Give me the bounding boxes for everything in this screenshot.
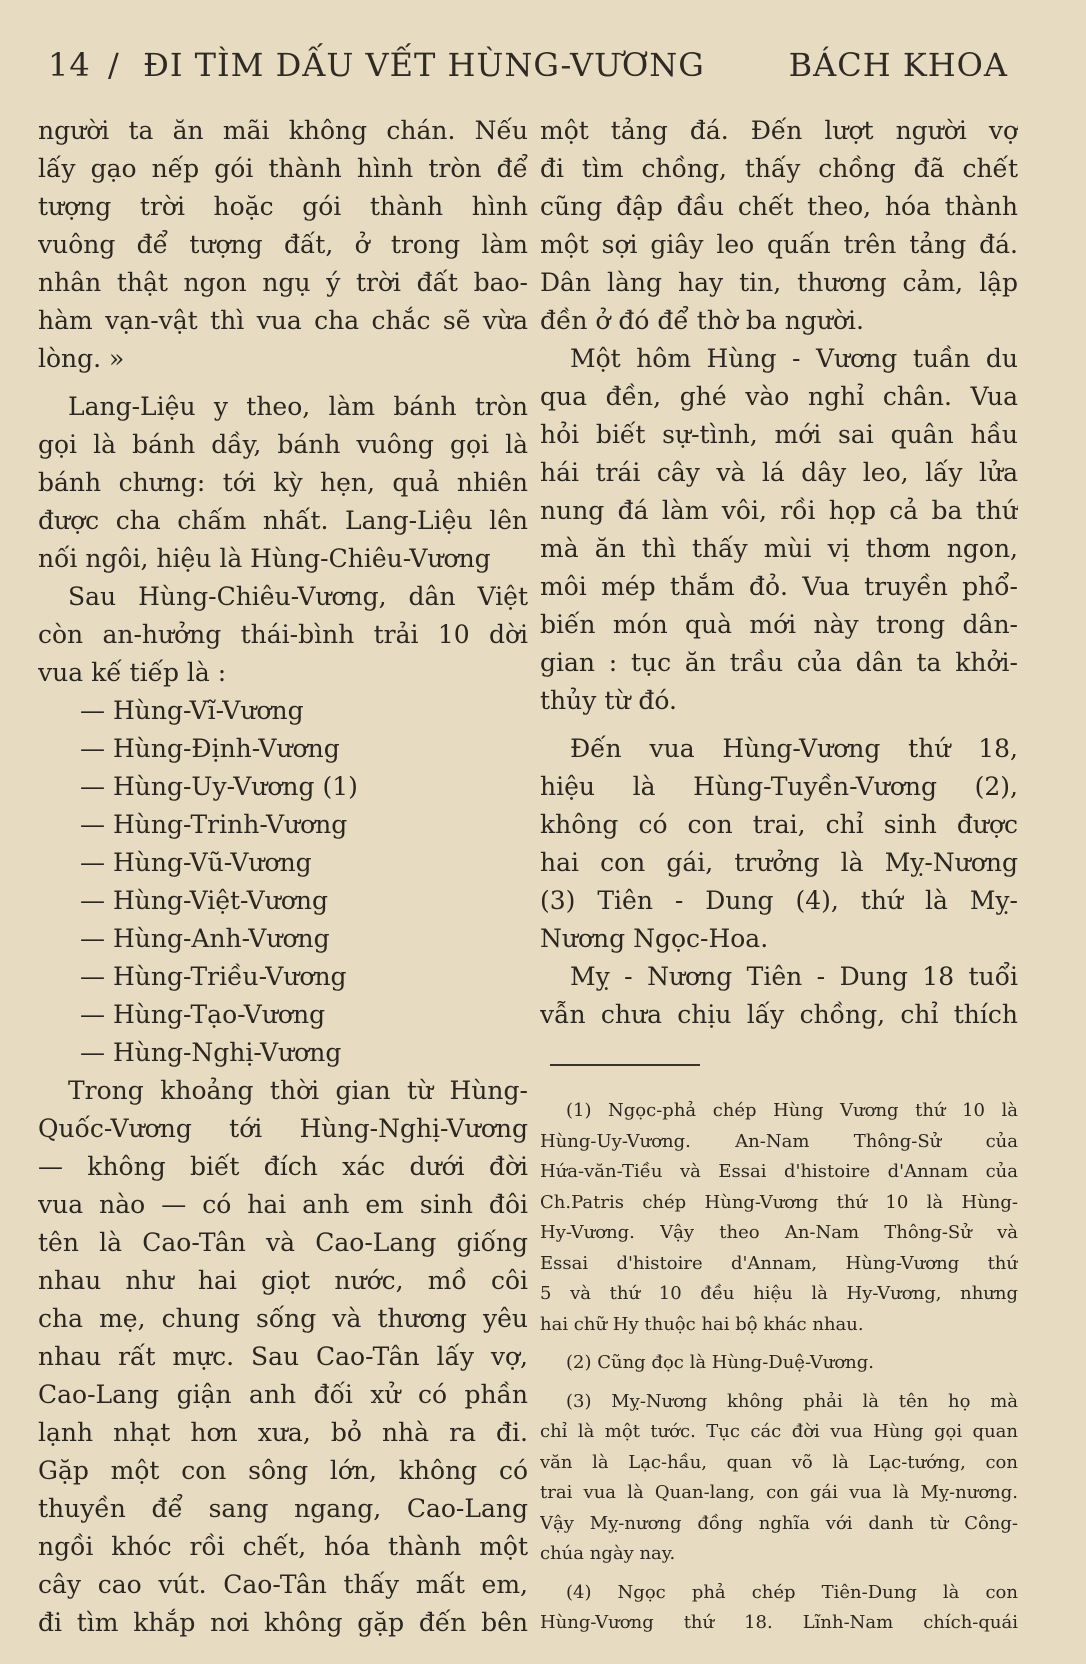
text-line: mà ăn thì thấy mùi vị thơm ngon, (540, 534, 1018, 563)
footnote-line: (3) Mỵ-Nương không phải là tên họ mà (566, 1390, 1018, 1412)
paragraph-7 (540, 730, 1018, 958)
text-line: thuyền để sang ngang, Cao-Lang (38, 1494, 528, 1523)
footnote-line: Hùng-Vương thứ 18. Lĩnh-Nam chích-quái (540, 1612, 1018, 1633)
text-line: (3) Tiên - Dung (4), thứ là Mỵ- (540, 886, 1018, 915)
text-line: tượng trời hoặc gói thành hình (38, 192, 528, 221)
paragraph-1 (38, 112, 528, 378)
text-line: qua đền, ghé vào nghỉ chân. Vua (540, 382, 1018, 411)
text-line: đền ở đó để thờ ba người. (540, 306, 864, 335)
paragraph-8 (540, 958, 1018, 1034)
text-line: Trong khoảng thời gian từ Hùng- (68, 1076, 528, 1105)
text-line: hiệu là Hùng-Tuyền-Vương (2), (540, 772, 1018, 801)
paragraph-6 (540, 340, 1018, 720)
text-line: vẫn chưa chịu lấy chồng, chỉ thích (540, 1000, 1018, 1029)
paragraph-3 (38, 578, 528, 692)
text-line: cũng đập đầu chết theo, hóa thành (540, 192, 1018, 221)
footnote-line: (2) Cũng đọc là Hùng-Duệ-Vương. (566, 1352, 874, 1373)
list-item: — Hùng-Vĩ-Vương (80, 696, 304, 725)
text-line: lạnh nhạt hơn xưa, bỏ nhà ra đi. (38, 1418, 528, 1447)
text-line: Sau Hùng-Chiêu-Vương, dân Việt (68, 582, 528, 611)
footnote-divider (550, 1064, 700, 1066)
text-line: nhau như hai giọt nước, mồ côi (38, 1266, 528, 1295)
text-line: bánh chưng: tới kỳ hẹn, quả nhiên (38, 468, 528, 497)
footnote-line: Essai d'histoire d'Annam, Hùng-Vương thứ (540, 1252, 1018, 1274)
text-line: người ta ăn mãi không chán. Nếu (38, 116, 528, 145)
text-line: nhân thật ngon ngụ ý trời đất bao- (38, 268, 528, 297)
footnote-line: Hùng-Uy-Vương. An-Nam Thông-Sử của (540, 1130, 1018, 1152)
list-item: — Hùng-Vũ-Vương (80, 848, 312, 877)
footnote-3 (540, 1387, 1018, 1570)
text-line: lấy gạo nếp gói thành hình tròn để (38, 154, 528, 183)
text-line: vuông để tượng đất, ở trong làm (38, 230, 528, 259)
list-item: — Hùng-Việt-Vương (80, 886, 328, 915)
text-line: Lang-Liệu y theo, làm bánh tròn (68, 392, 528, 421)
footnotes (540, 1096, 1018, 1639)
page-header (48, 40, 1008, 90)
footnote-line: chỉ là một tước. Tục các đời vua Hùng gọi quan (540, 1421, 1018, 1442)
footnote-line: Hy-Vương. Vậy theo An-Nam Thông-Sử và (540, 1222, 1018, 1243)
text-line: cha mẹ, chung sống và thương yêu (38, 1304, 528, 1333)
text-line: gọi là bánh dầy, bánh vuông gọi là (38, 430, 528, 459)
text-line: ngồi khóc rồi chết, hóa thành một (38, 1532, 528, 1561)
article-title: ĐI TÌM DẤU VẾT HÙNG-VƯƠNG (143, 46, 705, 84)
text-line: Nương Ngọc-Hoa. (540, 924, 769, 953)
text-line: gian : tục ăn trầu của dân ta khởi- (540, 648, 1018, 677)
footnote-line: trai vua là Quan-lang, con gái vua là Mỵ-nương. (540, 1482, 1018, 1503)
text-line: nung đá làm vôi, rồi họp cả ba thứ (540, 496, 1018, 525)
text-line: còn an-hưởng thái-bình trải 10 dời (38, 620, 528, 649)
text-line: Mỵ - Nương Tiên - Dung 18 tuổi (570, 962, 1018, 991)
list-item: — Hùng-Tạo-Vương (80, 1000, 326, 1029)
footnote-line: (4) Ngọc phả chép Tiên-Dung là con (566, 1581, 1018, 1603)
text-line: tên là Cao-Tân và Cao-Lang giống (38, 1228, 528, 1257)
text-line: được cha chấm nhất. Lang-Liệu lên (38, 506, 528, 535)
magazine-name: BÁCH KHOA (788, 46, 1008, 84)
paragraph-2 (38, 388, 528, 578)
text-line: Một hôm Hùng - Vương tuần du (570, 344, 1018, 373)
text-line: — không biết đích xác dưới đời (38, 1152, 528, 1181)
text-line: Cao-Lang giận anh đối xử có phần (38, 1380, 528, 1409)
footnote-1 (540, 1096, 1018, 1340)
text-line: hàm vạn-vật thì vua cha chắc sẽ vừa (38, 306, 528, 335)
footnote-line: Vậy Mỵ-nương đồng nghĩa với danh từ Công- (540, 1512, 1018, 1534)
list-item: — Hùng-Trinh-Vương (80, 810, 348, 839)
footnote-line: hai chữ Hy thuộc hai bộ khác nhau. (540, 1313, 864, 1335)
header-separator: / (108, 46, 120, 84)
footnote-line: văn là Lạc-hầu, quan võ là Lạc-tướng, con (540, 1451, 1018, 1473)
text-line: Dân làng hay tin, thương cảm, lập (540, 268, 1018, 297)
list-item: — Hùng-Uy-Vương (1) (80, 772, 358, 801)
left-column (38, 112, 528, 1642)
page-number: 14 (48, 46, 91, 84)
text-line: hai con gái, trưởng là Mỵ-Nương (540, 848, 1018, 877)
text-line: cây cao vút. Cao-Tân thấy mất em, (38, 1570, 528, 1599)
text-line: nối ngôi, hiệu là Hùng-Chiêu-Vương (38, 544, 491, 573)
text-line: biến món quà mới này trong dân- (540, 610, 1018, 639)
text-line: một tảng đá. Đến lượt người vợ (540, 116, 1018, 145)
text-line: nhau rất mực. Sau Cao-Tân lấy vợ, (38, 1342, 528, 1371)
footnote-line: Ch.Patris chép Hùng-Vương thứ 10 là Hùng- (540, 1191, 1018, 1213)
text-line: đi tìm khắp nơi không gặp đến bên (38, 1608, 528, 1637)
text-line: hái trái cây và lá dây leo, lấy lửa (540, 458, 1018, 487)
text-line: Quốc-Vương tới Hùng-Nghị-Vương (38, 1114, 528, 1143)
list-item: — Hùng-Anh-Vương (80, 924, 330, 953)
footnote-2 (540, 1348, 1018, 1379)
text-line: lòng. » (38, 344, 125, 373)
text-line: đi tìm chồng, thấy chồng đã chết (540, 154, 1018, 183)
footnote-line: 5 và thứ 10 đều hiệu là Hy-Vương, nhưng (540, 1283, 1018, 1304)
text-line: hỏi biết sự-tình, mới sai quân hầu (540, 420, 1018, 449)
footnote-4 (540, 1578, 1018, 1639)
text-line: một sợi giây leo quấn trên tảng đá. (540, 230, 1018, 259)
footnote-line: (1) Ngọc-phả chép Hùng Vương thứ 10 là (566, 1100, 1018, 1121)
list-item: — Hùng-Triều-Vương (80, 962, 347, 991)
list-item: — Hùng-Nghị-Vương (80, 1038, 342, 1067)
text-line: vua kế tiếp là : (38, 658, 227, 687)
text-line: vua nào — có hai anh em sinh đôi (38, 1190, 528, 1219)
text-line: Gặp một con sông lớn, không có (38, 1456, 528, 1485)
list-item: — Hùng-Định-Vương (80, 734, 340, 763)
text-line: môi mép thắm đỏ. Vua truyền phổ- (540, 572, 1018, 601)
kings-list (38, 692, 528, 1072)
paragraph-5 (540, 112, 1018, 340)
paragraph-4 (38, 1072, 528, 1642)
text-line: thủy từ đó. (540, 686, 677, 715)
footnote-line: Hứa-văn-Tiều và Essai d'histoire d'Annam của (540, 1161, 1018, 1182)
footnote-line: chúa ngày nay. (540, 1543, 676, 1564)
right-column (540, 112, 1018, 1639)
text-line: Đến vua Hùng-Vương thứ 18, (570, 734, 1018, 763)
text-line: không có con trai, chỉ sinh được (540, 810, 1018, 839)
